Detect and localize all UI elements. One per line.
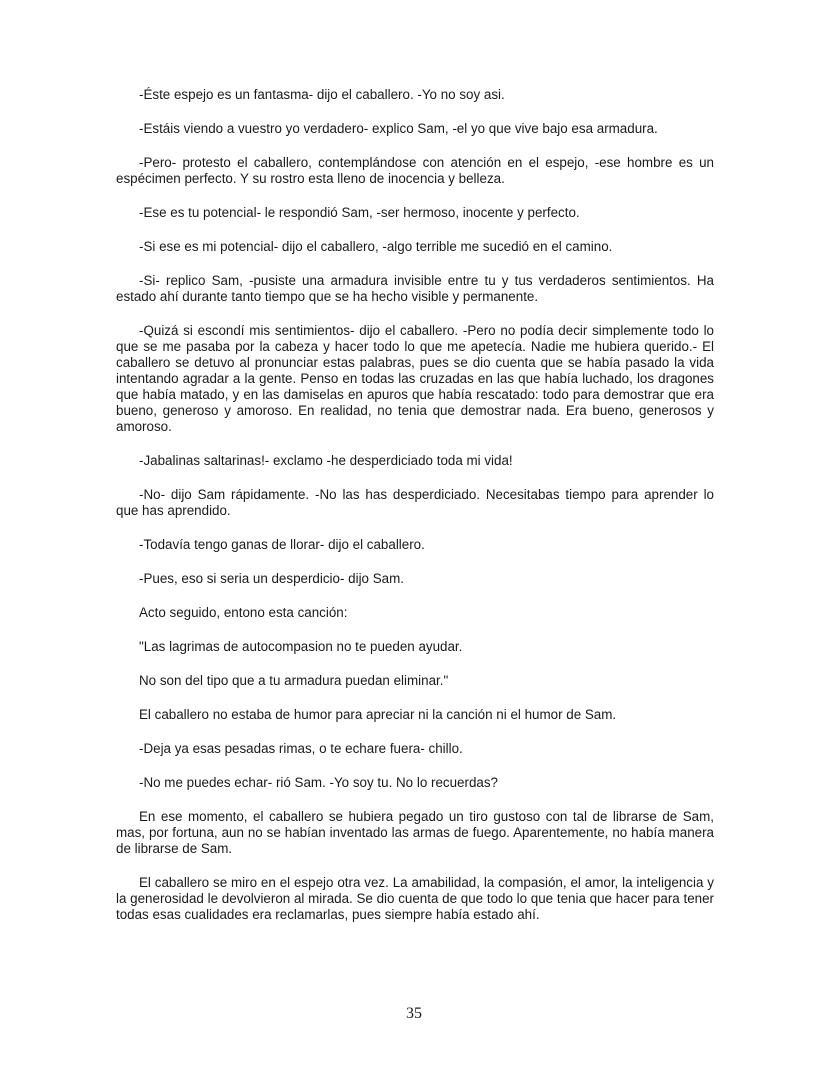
paragraph: -Quizá si escondí mis sentimientos- dijo el caballero. -Pero no podía decir simplemente todo lo que se me pasaba por la cabeza y hacer todo lo que me apetecía. Nadie me hubiera querido.- El caballero se detuvo al pronunciar estas palabras, pues se dio cuenta que se había pasado la vida intentando agradar a la gente. Penso en todas las cruzadas en las que había luchado, los dragones que había matado, y en las damiselas en apuros que había rescatado: todo para demostrar que era bueno, generoso y amoroso. En realidad, no tenia que demostrar nada. Era bueno, generosos y amoroso.	[116, 323, 714, 434]
song-line: No son del tipo que a tu armadura puedan eliminar."	[139, 673, 449, 688]
song-line: "Las lagrimas de autocompasion no te pueden ayudar.	[139, 639, 463, 654]
paragraph: -Todavía tengo ganas de llorar- dijo el caballero.	[139, 537, 425, 552]
paragraph: Acto seguido, entono esta canción:	[139, 605, 348, 620]
paragraph: -Éste espejo es un fantasma- dijo el caballero. -Yo no soy asi.	[139, 87, 505, 102]
paragraph: -Pero- protesto el caballero, contemplándose con atención en el espejo, -ese hombre es un espécimen perfecto. Y su rostro esta lleno de inocencia y belleza.	[116, 155, 714, 186]
paragraph: -Jabalinas saltarinas!- exclamo -he desperdiciado toda mi vida!	[139, 453, 513, 468]
paragraph: -No me puedes echar- rió Sam. -Yo soy tu. No lo recuerdas?	[139, 775, 498, 790]
paragraph: El caballero no estaba de humor para apreciar ni la canción ni el humor de Sam.	[139, 707, 617, 722]
page-body	[116, 87, 714, 941]
paragraph: -Estáis viendo a vuestro yo verdadero- explico Sam, -el yo que vive bajo esa armadura.	[139, 121, 658, 136]
paragraph: En ese momento, el caballero se hubiera pegado un tiro gustoso con tal de librarse de Sam, mas, por fortuna, aun no se habían inventado las armas de fuego. Aparentemente, no había manera de librarse de Sam.	[116, 809, 714, 856]
paragraph: -Ese es tu potencial- le respondió Sam, -ser hermoso, inocente y perfecto.	[139, 205, 580, 220]
paragraph: -Si- replico Sam, -pusiste una armadura invisible entre tu y tus verdaderos sentimientos. Ha estado ahí durante tanto tiempo que se ha hecho visible y permanente.	[116, 273, 714, 304]
paragraph: -Pues, eso si seria un desperdicio- dijo Sam.	[139, 571, 404, 586]
paragraph: -No- dijo Sam rápidamente. -No las has desperdiciado. Necesitabas tiempo para aprender lo que has aprendido.	[116, 487, 714, 518]
paragraph: -Si ese es mi potencial- dijo el caballero, -algo terrible me sucedió en el camino.	[139, 239, 613, 254]
page-number: 35	[406, 1005, 422, 1022]
paragraph: -Deja ya esas pesadas rimas, o te echare fuera- chillo.	[139, 741, 463, 756]
paragraph: El caballero se miro en el espejo otra vez. La amabilidad, la compasión, el amor, la inteligencia y la generosidad le devolvieron al mirada. Se dio cuenta de que todo lo que tenia que hacer para tener todas esas cualidades era reclamarlas, pues siempre había estado ahí.	[116, 875, 714, 922]
